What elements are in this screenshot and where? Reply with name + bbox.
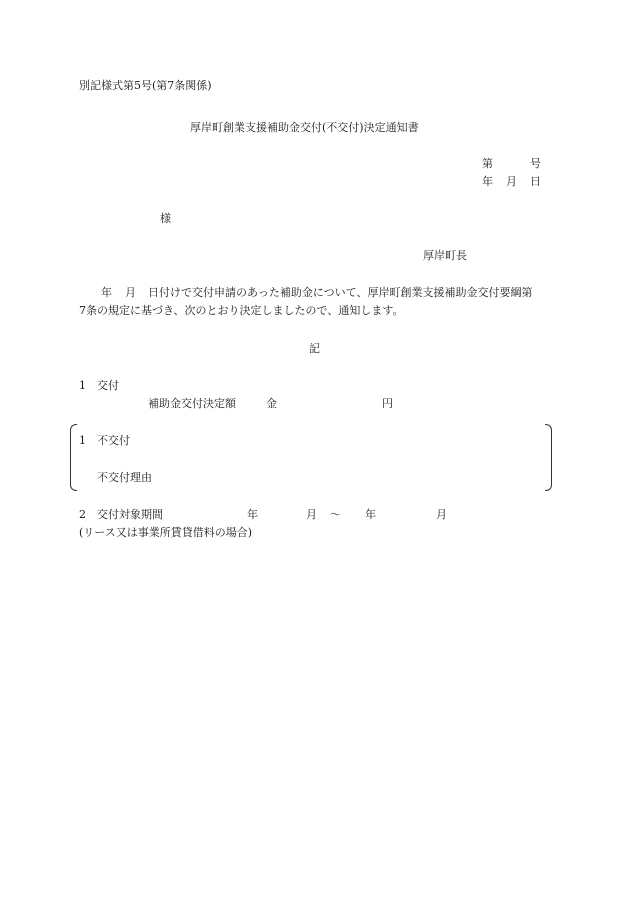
date-year: 年 <box>482 175 493 188</box>
period-year2: 年 <box>365 508 376 521</box>
period-tilde: 〜 <box>330 508 341 521</box>
amount-yen: 円 <box>382 397 393 410</box>
grant-amount-label: 補助金交付決定額 <box>148 397 236 410</box>
addressee-suffix: 様 <box>160 212 171 225</box>
date-day: 日 <box>530 175 541 188</box>
period-month2: 月 <box>436 508 447 521</box>
doc-number-go: 号 <box>530 157 541 170</box>
date-month: 月 <box>506 175 517 188</box>
section1-heading: 1 交付 <box>79 379 119 392</box>
document-title: 厚岸町創業支援補助金交付(不交付)決定通知書 <box>190 121 419 134</box>
period-year1: 年 <box>247 508 258 521</box>
body-text-line2: 7条の規定に基づき、次のとおり決定しましたので、通知します。 <box>79 304 404 317</box>
amount-kin: 金 <box>266 397 277 410</box>
form-label: 別記様式第5号(第7条関係) <box>79 79 212 92</box>
ki-heading: 記 <box>309 342 320 355</box>
section2-heading: 2 交付対象期間 <box>79 508 163 521</box>
doc-number-dai: 第 <box>482 157 493 170</box>
non-grant-reason-label: 不交付理由 <box>97 471 152 484</box>
body-text-line1: 日付けで交付申請のあった補助金について、厚岸町創業支援補助金交付要綱第 <box>148 286 533 299</box>
right-bracket <box>545 424 552 491</box>
body-year: 年 <box>101 286 112 299</box>
body-month: 月 <box>125 286 136 299</box>
period-note: (リース又は事業所賃貸借料の場合) <box>79 526 253 539</box>
period-month1: 月 <box>306 508 317 521</box>
left-bracket <box>70 424 77 491</box>
issuer-name: 厚岸町長 <box>423 249 467 262</box>
non-grant-heading: 1 不交付 <box>79 434 130 447</box>
